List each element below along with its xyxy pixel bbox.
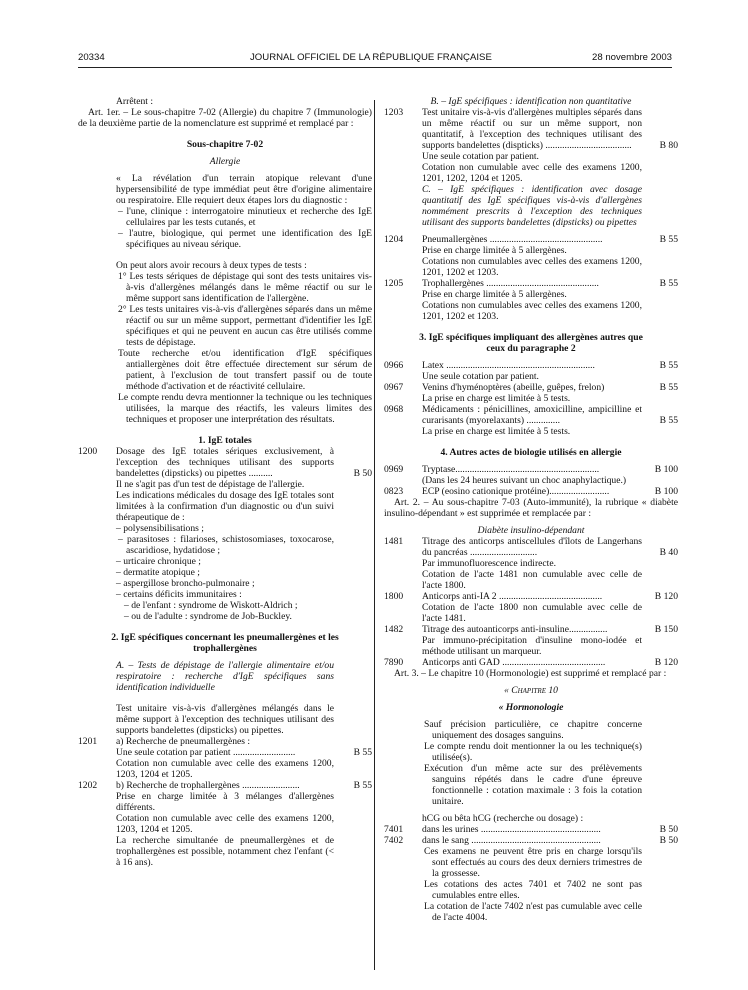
note-1481: Cotation de l'acte 1481 non cumulable avec celle de l'acte 1800. <box>422 569 642 591</box>
act-label: ECP (eosino cationique protéine)......................... <box>422 486 610 497</box>
act-code: 7402 <box>384 835 404 846</box>
act-label: Tryptase............................................................ <box>422 464 600 475</box>
act-price: B 80 <box>659 140 678 151</box>
act-code: 7401 <box>384 824 404 835</box>
note-1205: Prise en charge limitée à 5 allergènes. <box>422 289 567 300</box>
subsection-a-title: A. – Tests de dépistage de l'allergie alimentaire et/ou respiratoire : recherche d'IgE spécifiques sans identification individuelle <box>116 660 334 693</box>
act-price: B 50 <box>353 468 372 479</box>
indication-subitem: – ou de l'adulte : syndrome de Job-Buckley. <box>124 611 292 622</box>
act-label: Dosage des IgE totales sériques exclusivement, à l'exception des techniques utilisant des supports bandelettes (dipsticks) ou pipettes .......... <box>116 446 334 479</box>
indication-item: – parasitoses : filarioses, schistosomiases, toxocarose, ascaridiose, hydatidose ; <box>118 534 334 556</box>
act-label: Médicaments : pénicillines, amoxicilline, ampicilline et curarisants (myorelaxants) .............. <box>422 404 642 426</box>
note-7402: Ces examens ne peuvent être pris en charge lorsqu'ils sont effectués au cours des deux derniers trimestres de la grossesse. <box>424 846 642 879</box>
right-column <box>384 96 678 923</box>
act-price: B 55 <box>659 382 678 393</box>
act-label: Venins d'hyménoptères (abeille, guêpes, frelon) <box>422 382 605 393</box>
act-price: B 100 <box>654 464 678 475</box>
article-3: Art. 3. – Le chapitre 10 (Hormonologie) est supprimé et remplacé par : <box>394 668 667 679</box>
column-divider <box>374 100 375 970</box>
indication-item: – polysensibilisations ; <box>116 523 204 534</box>
page-number: 20334 <box>78 52 105 63</box>
indications: Les indications médicales du dosage des IgE totales sont limitées à la confirmation d'un diagnostic ou d'un suivi thérapeutique de : <box>116 490 334 523</box>
act-code: 1481 <box>384 536 404 547</box>
act-0969 <box>384 464 678 475</box>
act-code: 0969 <box>384 464 404 475</box>
recours-paragraph: On peut alors avoir recours à deux types de tests : <box>116 260 307 271</box>
act-label: Anticorps anti GAD ........................................... <box>422 657 606 668</box>
act-1204 <box>384 234 678 245</box>
section-4-title: 4. Autres actes de biologie utilisés en allergie <box>440 447 622 458</box>
article-2: Art. 2. – Au sous-chapitre 7-03 (Auto-immunité), la rubrique « diabète insulino-dépendant » est supprimée et remplacée par : <box>384 497 678 519</box>
note-1202: Cotation non cumulable avec celle des examens 1200, 1203, 1204 et 1205. <box>116 813 334 835</box>
act-label: Titrage des autoanticorps anti-insuline................ <box>422 624 608 635</box>
sauf-paragraph: Sauf précision particulière, ce chapitre concerne uniquement des dosages sanguins. <box>424 719 642 741</box>
note-1800: Cotation de l'acte 1800 non cumulable avec celle de l'acte 1481. <box>422 602 642 624</box>
act-label: Test unitaire vis-à-vis d'allergènes multiples séparés dans un même réactif ou sur un même support, non quantitatif, à l'exception des techniques utilisant des supports bandelettes (dispticks) .................................... <box>422 107 642 151</box>
diabete-title: Diabète insulino-dépendant <box>477 525 585 536</box>
note-0966: Une seule cotation par patient. <box>422 371 539 382</box>
act-label: Trophallergènes ............................................... <box>422 278 599 289</box>
left-column <box>78 96 372 868</box>
act-label: Pneumallergènes ............................................... <box>422 234 603 245</box>
note-1481: Par immunofluorescence indirecte. <box>422 558 556 569</box>
note-0969: (Dans les 24 heures suivant un choc anaphylactique.) <box>422 475 627 486</box>
act-code: 1204 <box>384 234 404 245</box>
act-price: B 100 <box>654 486 678 497</box>
act-price: B 40 <box>659 547 678 558</box>
note-1204: Cotations non cumulables avec celles des examens 1200, 1201, 1202 et 1203. <box>422 256 642 278</box>
indication-item: – certains déficits immunitaires : <box>116 589 242 600</box>
act-0967 <box>384 382 678 393</box>
test-unitaire: Test unitaire vis-à-vis d'allergènes mélangés dans le même support à l'exception des techniques utilisant des supports bandelettes (dipsticks) ou pipettes. <box>116 703 334 736</box>
note-1202: Prise en charge limitée à 3 mélanges d'allergènes différents. <box>116 791 334 813</box>
test-type-2: 2° Les tests unitaires vis-à-vis d'allergènes séparés dans un même réactif ou sur un même support, permettant d'identifier les IgE spécifiques et qui ne peuvent en aucun cas être utilisés comme tests de dépistage. <box>118 304 372 348</box>
note-1204: Prise en charge limitée à 5 allergènes. <box>422 245 567 256</box>
note-1205: Cotations non cumulables avec celles des examens 1200, 1201, 1202 et 1203. <box>422 300 642 322</box>
header-rule <box>78 67 672 68</box>
toute-paragraph: Toute recherche et/ou identification d'IgE spécifiques antiallergènes doit être effectuée directement sur sérum de patient, à l'exclusion de tout transfert passif ou de toute méthode d'activation et de réactivité cellulaire. <box>118 348 372 392</box>
act-price: B 50 <box>659 835 678 846</box>
note-0967: La prise en charge est limitée à 5 tests. <box>422 393 571 404</box>
section-3-title: 3. IgE spécifiques impliquant des allergènes autres que ceux du paragraphe 2 <box>419 332 643 354</box>
execution-paragraph: Exécution d'un même acte sur des prélèvements sanguins répétés dans le cadre d'une épreuve fonctionnelle : cotation maximale : 3 fois la cotation unitaire. <box>424 763 642 807</box>
act-1200 <box>78 446 372 479</box>
subsection-b-title: B. – IgE spécifiques : identification non quantitative <box>430 96 632 107</box>
act-code: 1203 <box>384 107 404 118</box>
act-1201-detail <box>78 747 372 758</box>
act-1481 <box>384 536 678 558</box>
act-1203 <box>384 107 678 151</box>
publication-date: 28 novembre 2003 <box>591 52 672 63</box>
sub-chapter-title: Sous-chapitre 7-02 <box>186 139 264 150</box>
article-1: Art. 1er. – Le sous-chapitre 7-02 (Allergie) du chapitre 7 (Immunologie) de la deuxième partie de la nomenclature est supprimé et remplacé par : <box>78 107 372 129</box>
indication-subitem: – de l'enfant : syndrome de Wiskott-Aldrich ; <box>124 600 298 611</box>
indication-item: – urticaire chronique ; <box>116 556 201 567</box>
note-7402: Les cotations des actes 7401 et 7402 ne sont pas cumulables entre elles. <box>424 879 642 901</box>
test-type-1: 1° Les tests sériques de dépistage qui sont des tests unitaires vis-à-vis d'allergènes mélangés dans le même réactif ou sur le même support sans identification de l'allergène. <box>118 271 372 304</box>
act-1202 <box>78 780 372 791</box>
act-7401 <box>384 824 678 835</box>
compte-rendu-hormono: Le compte rendu doit mentionner la ou les technique(s) utilisée(s). <box>424 741 642 763</box>
act-code: 0968 <box>384 404 404 415</box>
act-price: B 50 <box>659 824 678 835</box>
act-code: 0967 <box>384 382 404 393</box>
act-price: B 150 <box>654 624 678 635</box>
act-label: b) Recherche de trophallergènes ........................ <box>116 780 300 791</box>
note-1202: La recherche simultanée de pneumallergènes et de trophallergènes est possible, notamment chez l'enfant (< à 16 ans). <box>116 835 334 868</box>
act-code: 0966 <box>384 360 404 371</box>
section-1-title: 1. IgE totales <box>198 435 252 446</box>
note-1203: Cotation non cumulable avec celle des examens 1200, 1201, 1202, 1204 et 1205. <box>422 162 642 184</box>
act-price: B 120 <box>654 591 678 602</box>
act-0823 <box>384 486 678 497</box>
act-label: Titrage des anticorps antiscellules d'îlots de Langerhans du pancréas ............................ <box>422 536 642 558</box>
act-7402 <box>384 835 678 846</box>
allergie-title: Allergie <box>209 156 241 167</box>
act-code: 1201 <box>78 736 98 747</box>
act-7890 <box>384 657 678 668</box>
section-2-title: 2. IgE spécifiques concernant les pneumallergènes et les trophallergènes <box>111 632 339 654</box>
act-price: B 55 <box>659 278 678 289</box>
act-price: B 55 <box>659 360 678 371</box>
act-0968 <box>384 404 678 426</box>
note-0968: La prise en charge est limitée à 5 tests. <box>422 426 571 437</box>
note-1200: Il ne s'agit pas d'un test de dépistage de l'allergie. <box>116 479 305 490</box>
act-price: B 55 <box>659 234 678 245</box>
note-1201: Cotation non cumulable avec celle des examens 1200, 1203, 1204 et 1205. <box>116 758 334 780</box>
subsection-c-title: C. – IgE spécifiques : identification avec dosage quantitatif des IgE spécifiques vis-à-vis d'allergènes nommément prescrits à l'exception des techniques utilisant des supports bandelettes (dipsticks) ou pipettes <box>422 184 642 228</box>
act-label: a) Recherche de pneumallergènes : <box>116 736 251 747</box>
act-code: 1200 <box>78 446 98 457</box>
act-price: B 55 <box>353 747 372 758</box>
act-code: 1800 <box>384 591 404 602</box>
act-price: B 55 <box>353 780 372 791</box>
page-header <box>78 52 672 66</box>
act-code: 1202 <box>78 780 98 791</box>
hcg-heading: hCG ou bêta hCG (recherche ou dosage) : <box>422 813 584 824</box>
indication-item: – aspergillose broncho-pulmonaire ; <box>116 578 255 589</box>
act-label: dans le sang ...................................................... <box>422 835 601 846</box>
note-1201: Une seule cotation par patient .......................... <box>116 747 296 758</box>
act-label: dans les urines .................................................. <box>422 824 601 835</box>
act-0966 <box>384 360 678 371</box>
note-1203: Une seule cotation par patient. <box>422 151 539 162</box>
intro-paragraph: « La révélation d'un terrain atopique relevant d'une hypersensibilité de type immédiat peut être d'origine alimentaire ou respiratoire. Elle requiert deux étapes lors du diagnostic : <box>116 173 372 206</box>
act-code: 1205 <box>384 278 404 289</box>
hormonologie-title: « Hormonologie <box>498 702 564 713</box>
act-price: B 120 <box>654 657 678 668</box>
chapter-10-title: « Chapitre 10 <box>504 685 558 696</box>
act-code: 7890 <box>384 657 404 668</box>
journal-title: JOURNAL OFFICIEL DE LA RÉPUBLIQUE FRANÇAISE <box>250 52 492 63</box>
act-code: 0823 <box>384 486 404 497</box>
act-label: Latex .............................................................. <box>422 360 595 371</box>
dash-item-biological: – l'autre, biologique, qui permet une identification des IgE spécifiques au niveau sérique. <box>118 228 372 250</box>
dash-item-clinical: – l'une, clinique : interrogatoire minutieux et recherche des IgE cellulaires par les tests cutanés, et <box>118 206 372 228</box>
note-1482: Par immuno-précipitation d'insuline mono-iodée et méthode utilisant un marqueur. <box>422 635 642 657</box>
act-code: 1482 <box>384 624 404 635</box>
act-1482 <box>384 624 678 635</box>
compte-rendu-paragraph: Le compte rendu devra mentionner la technique ou les techniques utilisées, la marque des réactifs, les valeurs limites des techniques et proposer une interprétation des résultats. <box>118 392 372 425</box>
act-price: B 55 <box>659 415 678 426</box>
note-7402: La cotation de l'acte 7402 n'est pas cumulable avec celle de l'acte 4004. <box>424 901 642 923</box>
act-label: Anticorps anti-IA 2 ........................................... <box>422 591 603 602</box>
arrete: Arrêtent : <box>116 96 154 107</box>
act-1201 <box>78 736 372 747</box>
act-1800 <box>384 591 678 602</box>
indication-item: – dermatite atopique ; <box>116 567 200 578</box>
act-1205 <box>384 278 678 289</box>
